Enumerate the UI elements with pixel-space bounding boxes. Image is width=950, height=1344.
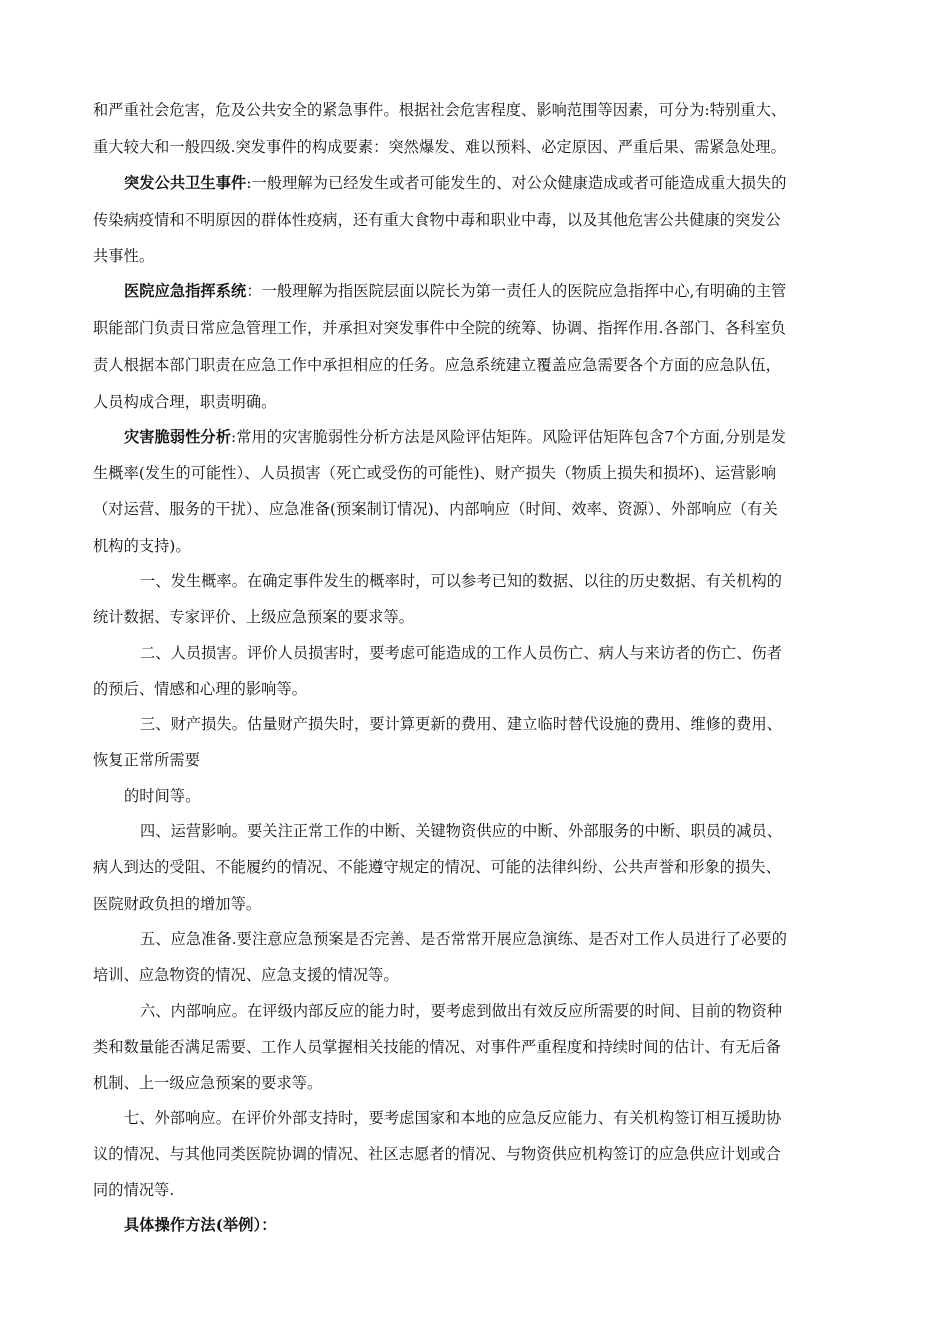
list-item: 七、外部响应。在评价外部支持时，要考虑国家和本地的应急反应能力、有关机构签订相互援助协 bbox=[124, 1109, 782, 1127]
term-heading: 医院应急指挥系统 bbox=[124, 282, 247, 300]
list-item-continued: 机制、上一级应急预案的要求等。 bbox=[93, 1074, 323, 1092]
paragraph-line: 重大较大和一般四级.突发事件的构成要素：突然爆发、难以预料、必定原因、严重后果、需紧急处理。 bbox=[93, 138, 786, 156]
term-definition: ：一般理解为指医院层面以院长为第一责任人的医院应急指挥中心,有明确的主管 bbox=[246, 282, 787, 300]
paragraph-line: 人员构成合理，职责明确。 bbox=[93, 393, 277, 411]
list-item-continued: 医院财政负担的增加等。 bbox=[93, 895, 262, 913]
list-item: 六、内部响应。在评级内部反应的能力时，要考虑到做出有效反应所需要的时间、目前的物资种 bbox=[140, 1002, 783, 1020]
list-item-continued: 培训、应急物资的情况、应急支援的情况等。 bbox=[93, 966, 399, 984]
list-item: 五、应急准备.要注意应急预案是否完善、是否常常开展应急演练、是否对工作人员进行了必要的 bbox=[140, 930, 788, 948]
paragraph-line: 和严重社会危害，危及公共安全的紧急事件。根据社会危害程度、影响范围等因素，可分为:特别重大、 bbox=[93, 101, 787, 119]
term-heading: 灾害脆弱性分析 bbox=[124, 428, 232, 446]
paragraph-line bbox=[124, 427, 786, 447]
paragraph-line: 责人根据本部门职责在应急工作中承担相应的任务。应急系统建立覆盖应急需要各个方面的应急队伍， bbox=[93, 356, 781, 374]
paragraph-line: 传染病疫情和不明原因的群体性疫病，还有重大食物中毒和职业中毒，以及其他危害公共健康的突发公 bbox=[93, 211, 781, 229]
list-item-continued: 的预后、情感和心理的影响等。 bbox=[93, 680, 308, 698]
section-heading: 具体操作方法(举例）： bbox=[124, 1216, 277, 1234]
paragraph-line: 生概率(发生的可能性）、人员损害（死亡或受伤的可能性)、财产损失（物质上损失和损坏)、运营影响 bbox=[93, 464, 777, 482]
paragraph-line: 职能部门负责日常应急管理工作，并承担对突发事件中全院的统筹、协调、指挥作用.各部门、各科室负 bbox=[93, 319, 786, 337]
term-definition: :常用的灾害脆弱性分析方法是风险评估矩阵。风险评估矩阵包含7个方面,分别是发 bbox=[231, 428, 786, 446]
list-item: 四、运营影响。要关注正常工作的中断、关键物资供应的中断、外部服务的中断、职员的减员、 bbox=[140, 822, 783, 840]
list-item: 二、人员损害。评价人员损害时，要考虑可能造成的工作人员伤亡、病人与来访者的伤亡、伤者 bbox=[140, 644, 783, 662]
paragraph-line: 共事性。 bbox=[93, 247, 155, 265]
term-heading: 突发公共卫生事件 bbox=[124, 174, 247, 192]
list-item-continued: 统计数据、专家评价、上级应急预案的要求等。 bbox=[93, 608, 415, 626]
paragraph-line: 机构的支持)。 bbox=[93, 537, 191, 555]
list-item-continued: 病人到达的受阻、不能履约的情况、不能遵守规定的情况、可能的法律纠纷、公共声誉和形象的损失、 bbox=[93, 858, 781, 876]
list-item-continued: 议的情况、与其他同类医院协调的情况、社区志愿者的情况、与物资供应机构签订的应急供应计划或合 bbox=[93, 1145, 781, 1163]
list-item: 一、发生概率。在确定事件发生的概率时，可以参考已知的数据、以往的历史数据、有关机构的 bbox=[140, 572, 783, 590]
paragraph-line bbox=[124, 173, 787, 193]
list-item-continued: 恢复正常所需要 bbox=[93, 751, 201, 769]
list-item-continued: 类和数量能否满足需要、工作人员掌握相关技能的情况、对事件严重程度和持续时间的估计、有无后备 bbox=[93, 1038, 781, 1056]
list-item: 三、财产损失。估量财产损失时，要计算更新的费用、建立临时替代设施的费用、维修的费用、 bbox=[140, 715, 783, 733]
list-item-continued: 的时间等。 bbox=[124, 787, 201, 805]
term-definition: :一般理解为已经发生或者可能发生的、对公众健康造成或者可能造成重大损失的 bbox=[246, 174, 787, 192]
paragraph-line: （对运营、服务的干扰）、应急准备(预案制订情况)、内部响应（时间、效率、资源）、外部响应（有关 bbox=[93, 500, 778, 518]
list-item-continued: 同的情况等. bbox=[93, 1181, 175, 1199]
paragraph-line bbox=[124, 281, 786, 301]
